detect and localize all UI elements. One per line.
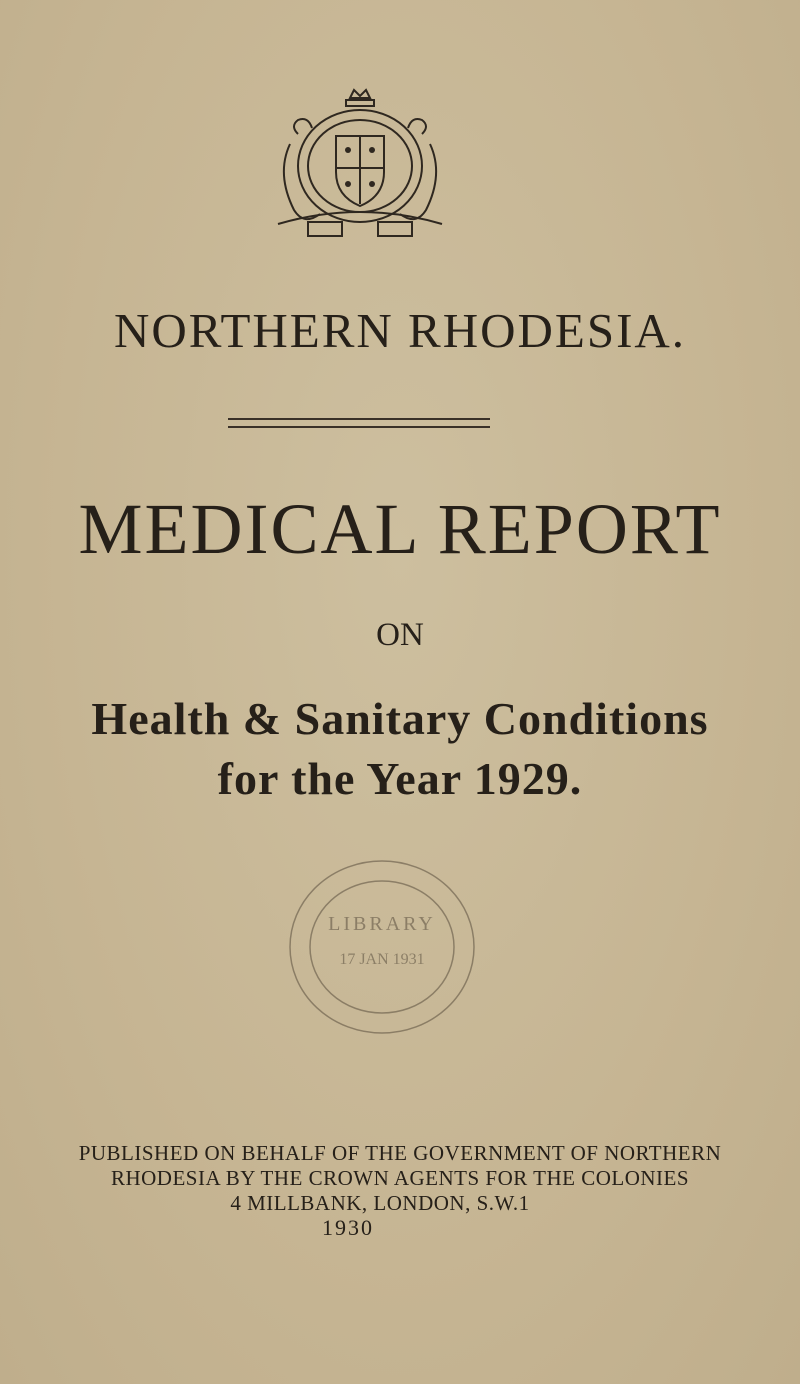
library-stamp-icon [282,852,482,1042]
publisher-line-1: PUBLISHED ON BEHALF OF THE GOVERNMENT OF NORTHERN [78,1141,722,1165]
country-title: NORTHERN RHODESIA. [113,303,687,358]
connector-text: ON [376,617,424,653]
svg-text:LIBRARY: LIBRARY [328,913,436,935]
subject-line-2: for the Year 1929. [217,753,583,804]
royal-coat-of-arms-icon [268,84,452,244]
publisher-line-2: RHODESIA BY THE CROWN AGENTS FOR THE COLONIES [110,1166,690,1190]
subject-line-1: Health & Sanitary Conditions [91,693,709,744]
title-divider [228,418,490,428]
publisher-address: 4 MILLBANK, LONDON, S.W.1 [230,1191,530,1215]
publication-year: 1930 [322,1215,374,1240]
report-title: MEDICAL REPORT [78,489,722,569]
svg-text:17 JAN 1931: 17 JAN 1931 [339,951,425,968]
